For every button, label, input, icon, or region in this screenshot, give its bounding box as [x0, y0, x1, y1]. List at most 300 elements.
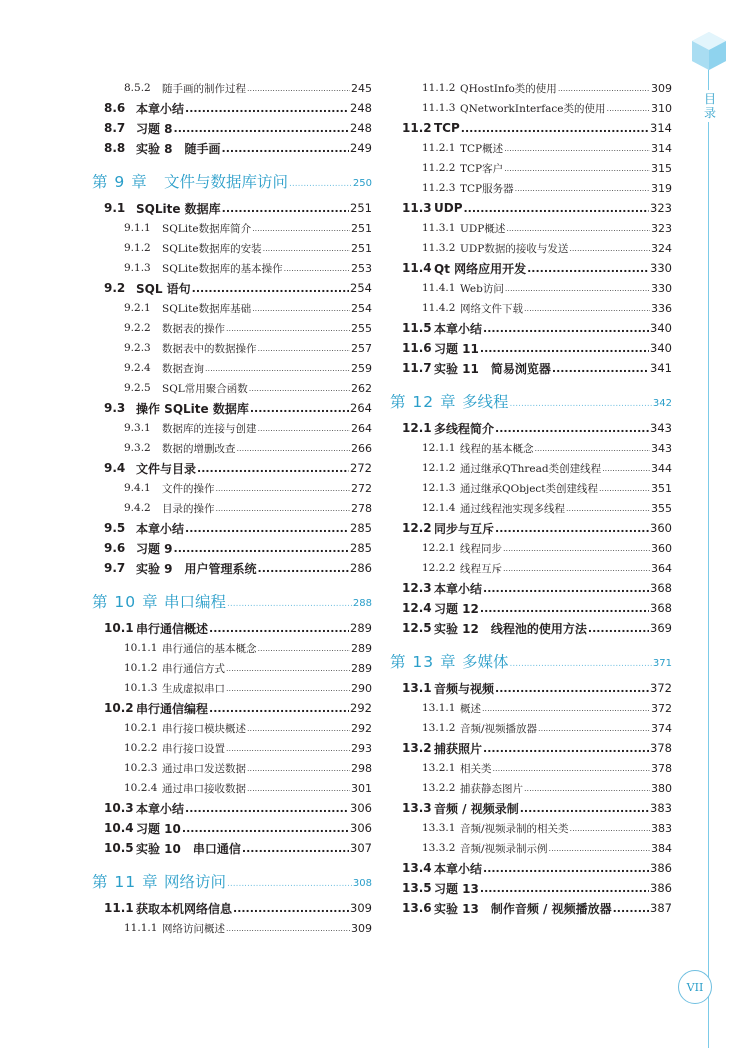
toc-section-entry[interactable] [92, 798, 372, 818]
toc-entry-number: 10.2.1 [124, 722, 158, 734]
toc-entry-number: 10.5 [104, 841, 134, 855]
toc-entry-number: 11.3 [402, 201, 432, 215]
toc-sub-entry[interactable] [92, 718, 372, 738]
toc-leader-dots [227, 593, 352, 609]
toc-section-entry[interactable] [390, 798, 672, 818]
toc-entry-page: 344 [651, 461, 672, 475]
toc-section-entry[interactable] [92, 458, 372, 478]
toc-entry-number: 12.1.1 [422, 442, 456, 454]
toc-sub-entry[interactable] [390, 218, 672, 238]
toc-entry-number: 11.2.2 [422, 162, 456, 174]
toc-sub-entry[interactable] [92, 358, 372, 378]
toc-leader-dots [504, 164, 650, 178]
toc-entry-number: 9.1.1 [124, 222, 151, 234]
toc-leader-dots [505, 284, 650, 298]
toc-entry-page: 341 [650, 361, 672, 375]
toc-entry-title: Web访问 [460, 282, 504, 295]
toc-entry-title: 获取本机网络信息 [136, 901, 233, 916]
toc-entry-number: 8.5.2 [124, 82, 151, 94]
toc-section-entry[interactable] [390, 578, 672, 598]
toc-entry-number: 9.3 [104, 401, 126, 415]
toc-leader-dots [524, 784, 650, 798]
toc-entry-number: 第 9 章 [92, 173, 148, 191]
toc-leader-dots [263, 244, 350, 258]
toc-entry-number: 11.2 [402, 121, 432, 135]
toc-entry-number: 12.2.2 [422, 562, 456, 574]
toc-entry-title: 通过继承QObject类创建线程 [460, 482, 599, 495]
hexagon-cube-icon [688, 30, 730, 72]
toc-chapter-entry[interactable] [92, 164, 372, 198]
toc-section-entry[interactable] [92, 898, 372, 918]
toc-section-entry[interactable] [390, 318, 672, 338]
toc-entry-number: 11.4 [402, 261, 432, 275]
toc-section-entry[interactable] [92, 138, 372, 158]
toc-entry-page: 351 [651, 481, 672, 495]
toc-leader-dots [284, 264, 350, 278]
toc-entry-number: 11.5 [402, 321, 432, 335]
toc-section-entry[interactable] [92, 98, 372, 118]
toc-entry-title: 实验 11 简易浏览器 [434, 361, 551, 376]
toc-leader-dots [226, 664, 350, 678]
toc-entry-title: 本章小结 [136, 801, 185, 816]
toc-entry-page: 308 [352, 877, 372, 889]
toc-entry-title: SQL 语句 [136, 281, 191, 296]
toc-entry-page: 245 [351, 81, 372, 95]
toc-entry-page: 323 [651, 221, 672, 235]
toc-section-entry[interactable] [92, 618, 372, 638]
toc-leader-dots [242, 842, 349, 858]
toc-entry-number: 13.6 [402, 901, 432, 915]
toc-sub-entry[interactable] [390, 98, 672, 118]
toc-entry-page: 292 [351, 721, 372, 735]
toc-entry-page: 278 [351, 501, 372, 515]
toc-entry-page: 343 [650, 421, 672, 435]
toc-leader-dots [524, 304, 650, 318]
toc-entry-title: QHostInfo类的使用 [460, 82, 557, 95]
toc-section-entry[interactable] [92, 698, 372, 718]
toc-leader-dots [247, 764, 350, 778]
toc-entry-page: 355 [651, 501, 672, 515]
toc-section-entry[interactable] [390, 678, 672, 698]
toc-leader-dots [216, 504, 351, 518]
toc-sub-entry[interactable] [390, 498, 672, 518]
toc-entry-page: 380 [651, 781, 672, 795]
toc-entry-title: 网络文件下载 [460, 302, 523, 315]
toc-entry-number: 11.3.1 [422, 222, 456, 234]
toc-entry-page: 289 [351, 661, 372, 675]
toc-entry-page: 386 [650, 881, 672, 895]
toc-entry-page: 266 [351, 441, 372, 455]
toc-entry-page: 293 [351, 741, 372, 755]
toc-sub-entry[interactable] [390, 138, 672, 158]
toc-leader-dots [222, 142, 350, 158]
toc-leader-dots [250, 402, 349, 418]
toc-entry-number: 8.6 [104, 101, 126, 115]
toc-section-entry[interactable] [92, 818, 372, 838]
toc-entry-number: 8.7 [104, 121, 126, 135]
toc-leader-dots [493, 764, 651, 778]
toc-entry-page: 253 [351, 261, 372, 275]
toc-leader-dots [527, 262, 649, 278]
toc-entry-title: 线程互斥 [460, 562, 502, 575]
toc-entry-page: 307 [350, 841, 372, 855]
toc-leader-dots [503, 544, 650, 558]
toc-entry-page: 286 [350, 561, 372, 575]
toc-entry-number: 12.1.2 [422, 462, 456, 474]
toc-entry-number: 9.2.5 [124, 382, 151, 394]
toc-section-entry[interactable] [390, 738, 672, 758]
toc-sub-entry[interactable] [92, 738, 372, 758]
toc-entry-number: 9.4 [104, 461, 126, 475]
toc-entry-title: 同步与互斥 [434, 521, 495, 536]
toc-entry-title: 本章小结 [434, 581, 483, 596]
toc-sub-entry[interactable] [390, 438, 672, 458]
toc-section-entry[interactable] [390, 618, 672, 638]
toc-section-entry[interactable] [390, 198, 672, 218]
contents-label: 目录 [703, 92, 716, 120]
toc-entry-title: 随手画的制作过程 [162, 82, 246, 95]
toc-sub-entry[interactable] [390, 178, 672, 198]
toc-entry-title: 实验 10 串口通信 [136, 841, 241, 856]
toc-entry-title: 音频/视频录制的相关类 [460, 822, 569, 835]
toc-entry-title: 网络访问概述 [162, 922, 225, 935]
toc-entry-title: 数据查询 [162, 362, 204, 375]
toc-entry-title: 捕获照片 [434, 741, 483, 756]
toc-entry-title: 文件与数据库访问 [164, 173, 289, 191]
toc-entry-page: 330 [650, 261, 672, 275]
toc-section-entry[interactable] [92, 278, 372, 298]
toc-entry-page: 248 [350, 101, 372, 115]
toc-left-column [92, 78, 372, 938]
toc-entry-page: 309 [350, 901, 372, 915]
toc-entry-title: SQLite数据库的基本操作 [162, 262, 283, 275]
toc-entry-page: 340 [650, 341, 672, 355]
toc-sub-entry[interactable] [390, 718, 672, 738]
toc-section-entry[interactable] [390, 258, 672, 278]
toc-entry-title: 实验 9 用户管理系统 [136, 561, 257, 576]
toc-entry-number: 11.1.2 [422, 82, 456, 94]
toc-sub-entry[interactable] [92, 218, 372, 238]
toc-entry-title: 串行接口模块概述 [162, 722, 246, 735]
toc-entry-number: 13.1.2 [422, 722, 456, 734]
toc-section-entry[interactable] [390, 878, 672, 898]
toc-entry-number: 9.3.1 [124, 422, 151, 434]
toc-leader-dots [510, 393, 652, 409]
toc-sub-entry[interactable] [92, 238, 372, 258]
toc-entry-number: 9.2 [104, 281, 126, 295]
toc-entry-page: 315 [651, 161, 672, 175]
toc-sub-entry[interactable] [390, 478, 672, 498]
toc-section-entry[interactable] [92, 558, 372, 578]
toc-sub-entry[interactable] [390, 838, 672, 858]
toc-entry-title: 习题 8 [136, 121, 173, 136]
toc-leader-dots [588, 622, 649, 638]
toc-sub-entry[interactable] [92, 778, 372, 798]
toc-entry-number: 第 10 章 [92, 593, 159, 611]
toc-sub-entry[interactable] [92, 498, 372, 518]
toc-entry-page: 250 [352, 177, 372, 189]
toc-entry-page: 272 [350, 461, 372, 475]
toc-leader-dots [483, 582, 649, 598]
toc-entry-number: 10.1 [104, 621, 134, 635]
toc-section-entry[interactable] [92, 198, 372, 218]
toc-sub-entry[interactable] [390, 238, 672, 258]
toc-entry-page: 251 [351, 241, 372, 255]
toc-leader-dots [197, 462, 349, 478]
toc-entry-title: 多线程 [462, 393, 509, 411]
toc-leader-dots [602, 464, 650, 478]
toc-entry-title: 本章小结 [434, 321, 483, 336]
toc-leader-dots [482, 704, 650, 718]
toc-leader-dots [216, 484, 351, 498]
toc-entry-number: 11.1.1 [124, 922, 158, 934]
toc-sub-entry[interactable] [390, 698, 672, 718]
toc-section-entry[interactable] [390, 518, 672, 538]
toc-entry-number: 11.3.2 [422, 242, 456, 254]
toc-sub-entry[interactable] [92, 638, 372, 658]
toc-entry-title: 数据表的操作 [162, 322, 225, 335]
toc-entry-title: 串行通信方式 [162, 662, 225, 675]
toc-sub-entry[interactable] [92, 678, 372, 698]
toc-leader-dots [520, 802, 649, 818]
toc-entry-page: 292 [350, 701, 372, 715]
toc-entry-page: 378 [650, 741, 672, 755]
toc-sub-entry[interactable] [92, 758, 372, 778]
toc-sub-entry[interactable] [92, 438, 372, 458]
toc-entry-title: TCP概述 [460, 142, 504, 155]
toc-entry-title: TCP客户 [460, 162, 504, 175]
toc-leader-dots [599, 484, 650, 498]
toc-sub-entry[interactable] [92, 418, 372, 438]
toc-leader-dots [558, 84, 650, 98]
toc-section-entry[interactable] [390, 118, 672, 138]
side-divider-line [708, 68, 709, 1048]
toc-chapter-entry[interactable] [390, 644, 672, 678]
toc-entry-title: 音频/视频播放器 [460, 722, 538, 735]
toc-sub-entry[interactable] [92, 318, 372, 338]
toc-entry-number: 13.3.1 [422, 822, 456, 834]
toc-entry-title: 数据库的连接与创建 [162, 422, 257, 435]
toc-chapter-entry[interactable] [390, 384, 672, 418]
toc-leader-dots [226, 324, 350, 338]
toc-leader-dots [495, 682, 649, 698]
toc-section-entry[interactable] [390, 858, 672, 878]
toc-entry-number: 12.5 [402, 621, 432, 635]
toc-entry-page: 319 [651, 181, 672, 195]
toc-entry-page: 374 [651, 721, 672, 735]
toc-sub-entry[interactable] [390, 818, 672, 838]
toc-entry-number: 8.8 [104, 141, 126, 155]
toc-entry-number: 9.2.2 [124, 322, 151, 334]
toc-sub-entry[interactable] [92, 338, 372, 358]
toc-entry-page: 289 [351, 641, 372, 655]
toc-leader-dots [495, 422, 649, 438]
toc-entry-title: 习题 13 [434, 881, 479, 896]
toc-sub-entry[interactable] [92, 78, 372, 98]
toc-sub-entry[interactable] [390, 78, 672, 98]
toc-entry-title: 本章小结 [136, 521, 185, 536]
toc-sub-entry[interactable] [92, 298, 372, 318]
toc-entry-page: 384 [651, 841, 672, 855]
toc-entry-title: SQLite 数据库 [136, 201, 221, 216]
toc-entry-title: 概述 [460, 702, 481, 715]
toc-leader-dots [227, 873, 352, 889]
toc-leader-dots [226, 924, 350, 938]
toc-entry-number: 11.2.3 [422, 182, 456, 194]
toc-entry-number: 11.7 [402, 361, 432, 375]
toc-section-entry[interactable] [390, 358, 672, 378]
toc-entry-number: 13.2 [402, 741, 432, 755]
toc-entry-number: 11.4.2 [422, 302, 456, 314]
toc-entry-title: 实验 13 制作音频 / 视频播放器 [434, 901, 612, 916]
toc-entry-page: 306 [350, 821, 372, 835]
toc-entry-number: 12.4 [402, 601, 432, 615]
toc-entry-page: 383 [650, 801, 672, 815]
toc-sub-entry[interactable] [390, 778, 672, 798]
toc-leader-dots [205, 364, 350, 378]
toc-entry-number: 9.1.3 [124, 262, 151, 274]
toc-section-entry[interactable] [92, 538, 372, 558]
toc-leader-dots [247, 84, 350, 98]
toc-entry-number: 9.3.2 [124, 442, 151, 454]
toc-sub-entry[interactable] [92, 658, 372, 678]
toc-entry-page: 285 [350, 521, 372, 535]
toc-entry-page: 340 [650, 321, 672, 335]
toc-entry-page: 290 [351, 681, 372, 695]
toc-entry-title: 文件的操作 [162, 482, 215, 495]
toc-entry-page: 324 [651, 241, 672, 255]
toc-entry-number: 9.4.1 [124, 482, 151, 494]
toc-leader-dots [252, 304, 350, 318]
toc-leader-dots [570, 824, 650, 838]
toc-entry-page: 336 [651, 301, 672, 315]
toc-entry-title: 捕获静态图片 [460, 782, 523, 795]
toc-entry-number: 13.3 [402, 801, 432, 815]
toc-sub-entry[interactable] [92, 918, 372, 938]
toc-entry-page: 369 [650, 621, 672, 635]
toc-sub-entry[interactable] [92, 258, 372, 278]
toc-entry-page: 254 [350, 281, 372, 295]
toc-leader-dots [538, 724, 650, 738]
toc-entry-number: 12.1.4 [422, 502, 456, 514]
toc-entry-title: UDP数据的接收与发送 [460, 242, 569, 255]
toc-entry-page: 368 [650, 601, 672, 615]
toc-entry-page: 272 [351, 481, 372, 495]
toc-sub-entry[interactable] [390, 458, 672, 478]
toc-entry-title: 音频 / 视频录制 [434, 801, 519, 816]
toc-entry-page: 264 [350, 401, 372, 415]
toc-entry-title: 通过继承QThread类创建线程 [460, 462, 602, 475]
toc-entry-number: 9.5 [104, 521, 126, 535]
toc-entry-number: 9.4.2 [124, 502, 151, 514]
toc-entry-page: 360 [650, 521, 672, 535]
toc-sub-entry[interactable] [390, 758, 672, 778]
toc-entry-title: 线程同步 [460, 542, 502, 555]
toc-entry-page: 288 [352, 597, 372, 609]
toc-leader-dots [258, 424, 351, 438]
toc-entry-page: 254 [351, 301, 372, 315]
toc-entry-page: 310 [651, 101, 672, 115]
toc-section-entry[interactable] [92, 838, 372, 858]
toc-chapter-entry[interactable] [92, 584, 372, 618]
toc-sub-entry[interactable] [92, 378, 372, 398]
toc-entry-title: 通过线程池实现多线程 [460, 502, 565, 515]
toc-leader-dots [247, 724, 350, 738]
toc-leader-dots [258, 644, 351, 658]
toc-leader-dots [249, 384, 350, 398]
toc-leader-dots [247, 784, 350, 798]
toc-sub-entry[interactable] [390, 278, 672, 298]
toc-entry-number: 10.2 [104, 701, 134, 715]
toc-entry-title: UDP [434, 201, 463, 215]
toc-entry-title: 数据的增删改查 [162, 442, 236, 455]
toc-entry-title: 多媒体 [462, 653, 509, 671]
toc-section-entry[interactable] [390, 898, 672, 918]
toc-section-entry[interactable] [390, 598, 672, 618]
toc-entry-number: 9.1 [104, 201, 126, 215]
toc-entry-number: 9.7 [104, 561, 126, 575]
toc-entry-number: 13.2.1 [422, 762, 456, 774]
toc-leader-dots [480, 602, 649, 618]
toc-entry-page: 323 [650, 201, 672, 215]
toc-chapter-entry[interactable] [92, 864, 372, 898]
toc-sub-entry[interactable] [390, 298, 672, 318]
toc-entry-title: TCP [434, 121, 460, 135]
toc-entry-number: 13.1 [402, 681, 432, 695]
toc-sub-entry[interactable] [390, 158, 672, 178]
toc-leader-dots [515, 184, 650, 198]
toc-section-entry[interactable] [92, 118, 372, 138]
toc-leader-dots [252, 224, 350, 238]
toc-entry-title: UDP概述 [460, 222, 506, 235]
toc-entry-page: 262 [351, 381, 372, 395]
toc-entry-title: TCP服务器 [460, 182, 514, 195]
toc-entry-page: 306 [350, 801, 372, 815]
toc-entry-page: 255 [351, 321, 372, 335]
toc-section-entry[interactable] [92, 518, 372, 538]
toc-entry-title: 串口编程 [164, 593, 227, 611]
toc-section-entry[interactable] [390, 338, 672, 358]
toc-entry-number: 10.1.1 [124, 642, 158, 654]
toc-entry-title: 目录的操作 [162, 502, 215, 515]
toc-leader-dots [174, 542, 350, 558]
toc-entry-page: 301 [351, 781, 372, 795]
toc-leader-dots [613, 902, 649, 918]
toc-entry-number: 9.2.1 [124, 302, 151, 314]
toc-section-entry[interactable] [92, 398, 372, 418]
toc-leader-dots [464, 202, 650, 218]
toc-entry-number: 12.2 [402, 521, 432, 535]
toc-entry-page: 364 [651, 561, 672, 575]
toc-entry-number: 12.2.1 [422, 542, 456, 554]
toc-section-entry[interactable] [390, 418, 672, 438]
toc-entry-title: 串行通信概述 [136, 621, 209, 636]
toc-entry-page: 259 [351, 361, 372, 375]
toc-sub-entry[interactable] [390, 538, 672, 558]
toc-entry-number: 12.3 [402, 581, 432, 595]
toc-sub-entry[interactable] [390, 558, 672, 578]
toc-entry-page: 249 [350, 141, 372, 155]
toc-leader-dots [483, 322, 649, 338]
toc-leader-dots [552, 362, 649, 378]
toc-leader-dots [566, 504, 650, 518]
toc-entry-number: 11.1 [104, 901, 134, 915]
toc-leader-dots [185, 102, 349, 118]
toc-entry-number: 10.2.3 [124, 762, 158, 774]
toc-sub-entry[interactable] [92, 478, 372, 498]
toc-entry-title: 实验 12 线程池的使用方法 [434, 621, 587, 636]
toc-leader-dots [506, 224, 650, 238]
